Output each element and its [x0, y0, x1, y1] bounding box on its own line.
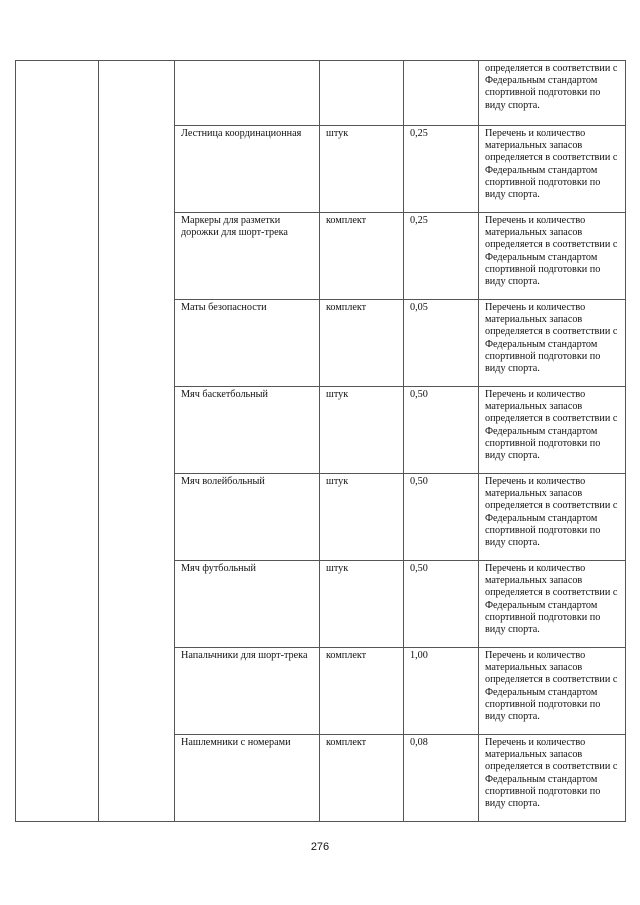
- note-cell: Перечень и количество материальных запасов определяется в соответствии с Федеральным стандартом спортивной подготовки по виду спорта.: [479, 561, 626, 648]
- unit-cell: штук: [320, 387, 404, 474]
- quantity-cell: 0,25: [404, 213, 479, 300]
- note-cell: Перечень и количество материальных запасов определяется в соответствии с Федеральным стандартом спортивной подготовки по виду спорта.: [479, 387, 626, 474]
- item-name-cell: Лестница координационная: [175, 126, 320, 213]
- item-name-cell: Маркеры для разметки дорожки для шорт-трека: [175, 213, 320, 300]
- unit-cell: штук: [320, 474, 404, 561]
- note-cell: Перечень и количество материальных запасов определяется в соответствии с Федеральным стандартом спортивной подготовки по виду спорта.: [479, 474, 626, 561]
- unit-cell: комплект: [320, 213, 404, 300]
- quantity-cell: 1,00: [404, 648, 479, 735]
- item-name-cell: Мяч баскетбольный: [175, 387, 320, 474]
- unit-cell: штук: [320, 126, 404, 213]
- equipment-table: [15, 60, 626, 822]
- note-cell: Перечень и количество материальных запасов определяется в соответствии с Федеральным стандартом спортивной подготовки по виду спорта.: [479, 648, 626, 735]
- unit-cell: комплект: [320, 300, 404, 387]
- item-name-cell: Мяч футбольный: [175, 561, 320, 648]
- note-cell: Перечень и количество материальных запасов определяется в соответствии с Федеральным стандартом спортивной подготовки по виду спорта.: [479, 300, 626, 387]
- page-number: 276: [310, 841, 330, 853]
- merged-cell-section: [16, 61, 99, 822]
- item-name-cell: Маты безопасности: [175, 300, 320, 387]
- quantity-cell: 0,50: [404, 474, 479, 561]
- note-cell: определяется в соответствии с Федеральным стандартом спортивной подготовки по виду спорта.: [479, 61, 626, 126]
- note-cell: Перечень и количество материальных запасов определяется в соответствии с Федеральным стандартом спортивной подготовки по виду спорта.: [479, 126, 626, 213]
- quantity-cell: [404, 61, 479, 126]
- note-cell: Перечень и количество материальных запасов определяется в соответствии с Федеральным стандартом спортивной подготовки по виду спорта.: [479, 735, 626, 822]
- item-name-cell: [175, 61, 320, 126]
- merged-cell-group: [99, 61, 175, 822]
- note-cell: Перечень и количество материальных запасов определяется в соответствии с Федеральным стандартом спортивной подготовки по виду спорта.: [479, 213, 626, 300]
- item-name-cell: Нашлемники с номерами: [175, 735, 320, 822]
- quantity-cell: 0,25: [404, 126, 479, 213]
- quantity-cell: 0,05: [404, 300, 479, 387]
- item-name-cell: Напальчники для шорт-трека: [175, 648, 320, 735]
- unit-cell: [320, 61, 404, 126]
- quantity-cell: 0,50: [404, 561, 479, 648]
- unit-cell: комплект: [320, 648, 404, 735]
- item-name-cell: Мяч волейбольный: [175, 474, 320, 561]
- quantity-cell: 0,50: [404, 387, 479, 474]
- unit-cell: штук: [320, 561, 404, 648]
- table-row: [16, 61, 626, 126]
- unit-cell: комплект: [320, 735, 404, 822]
- quantity-cell: 0,08: [404, 735, 479, 822]
